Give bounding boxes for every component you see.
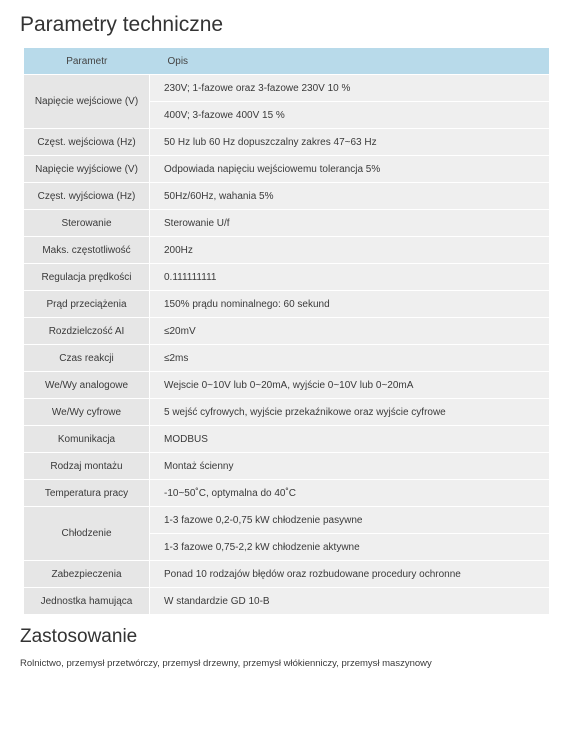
table-row: [24, 183, 549, 210]
spec-table: [24, 48, 549, 615]
table-row: [24, 588, 549, 615]
value-cell: Montaż ścienny: [150, 453, 550, 480]
table-row: [24, 480, 549, 507]
table-row: [24, 561, 549, 588]
table-row: [24, 426, 549, 453]
param-cell: Rozdzielczość AI: [24, 318, 150, 345]
table-row: [24, 291, 549, 318]
param-cell: Prąd przeciążenia: [24, 291, 150, 318]
value-cell: 150% prądu nominalnego: 60 sekund: [150, 291, 550, 318]
value-cell: 400V; 3-fazowe 400V 15 %: [150, 102, 550, 129]
param-cell: Komunikacja: [24, 426, 150, 453]
table-row: [24, 75, 549, 102]
table-row: [24, 264, 549, 291]
param-cell: Regulacja prędkości: [24, 264, 150, 291]
value-cell: 1-3 fazowe 0,75-2,2 kW chłodzenie aktywne: [150, 534, 550, 561]
value-cell: Sterowanie U/f: [150, 210, 550, 237]
param-cell: Częst. wyjściowa (Hz): [24, 183, 150, 210]
table-row: [24, 318, 549, 345]
section-title-zastosowanie: Zastosowanie: [20, 626, 138, 647]
table-row: [24, 129, 549, 156]
param-cell: We/Wy cyfrowe: [24, 399, 150, 426]
table-row: [24, 345, 549, 372]
value-cell: Ponad 10 rodzajów błędów oraz rozbudowane procedury ochronne: [150, 561, 550, 588]
param-cell: Chłodzenie: [24, 507, 150, 561]
param-cell: Jednostka hamująca: [24, 588, 150, 615]
param-cell: Czas reakcji: [24, 345, 150, 372]
value-cell: -10~50˚C, optymalna do 40˚C: [150, 480, 550, 507]
param-cell: Maks. częstotliwość: [24, 237, 150, 264]
value-cell: MODBUS: [150, 426, 550, 453]
value-cell: 5 wejść cyfrowych, wyjście przekaźnikowe oraz wyjście cyfrowe: [150, 399, 550, 426]
table-row: [24, 507, 549, 534]
table-row: [24, 156, 549, 183]
param-cell: Częst. wejściowa (Hz): [24, 129, 150, 156]
value-cell: ≤20mV: [150, 318, 550, 345]
column-header-opis: Opis: [150, 48, 550, 75]
table-header-row: [24, 48, 549, 75]
value-cell: 230V; 1-fazowe oraz 3-fazowe 230V 10 %: [150, 75, 550, 102]
value-cell: 200Hz: [150, 237, 550, 264]
value-cell: 1-3 fazowe 0,2-0,75 kW chłodzenie pasywne: [150, 507, 550, 534]
param-cell: Napięcie wyjściowe (V): [24, 156, 150, 183]
value-cell: W standardzie GD 10-B: [150, 588, 550, 615]
table-row: [24, 372, 549, 399]
column-header-parametr: Parametr: [24, 48, 150, 75]
param-cell: We/Wy analogowe: [24, 372, 150, 399]
param-cell: Zabezpieczenia: [24, 561, 150, 588]
value-cell: Wejscie 0~10V lub 0~20mA, wyjście 0~10V lub 0~20mA: [150, 372, 550, 399]
param-cell: Rodzaj montażu: [24, 453, 150, 480]
value-cell: 0.111111111: [150, 264, 550, 291]
value-cell: 50Hz/60Hz, wahania 5%: [150, 183, 550, 210]
page-title: Parametry techniczne: [20, 13, 224, 36]
param-cell: Napięcie wejściowe (V): [24, 75, 150, 129]
table-row: [24, 453, 549, 480]
table-row: [24, 210, 549, 237]
application-text: Rolnictwo, przemysł przetwórczy, przemysł drzewny, przemysł włókienniczy, przemysł maszynowy: [20, 658, 432, 669]
table-row: [24, 399, 549, 426]
value-cell: Odpowiada napięciu wejściowemu tolerancja 5%: [150, 156, 550, 183]
param-cell: Sterowanie: [24, 210, 150, 237]
value-cell: 50 Hz lub 60 Hz dopuszczalny zakres 47~63 Hz: [150, 129, 550, 156]
table-row: [24, 237, 549, 264]
value-cell: ≤2ms: [150, 345, 550, 372]
param-cell: Temperatura pracy: [24, 480, 150, 507]
